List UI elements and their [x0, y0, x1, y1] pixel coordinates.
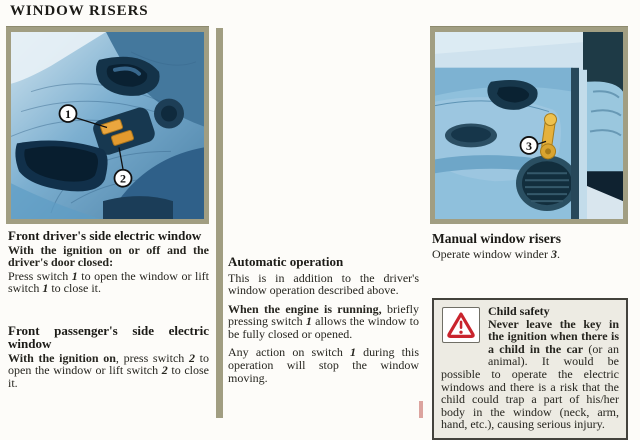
manual-risers-heading: Manual window risers	[432, 231, 562, 246]
front-door-panel-illustration	[11, 32, 204, 219]
text-fragment: .	[556, 246, 560, 261]
callout-1-label: 1	[64, 107, 72, 122]
switch-number: 1	[349, 345, 356, 360]
text-fragment: briefly pressing switch	[228, 301, 419, 329]
right-text-column	[432, 227, 628, 260]
text-fragment: Any action on switch	[228, 345, 350, 360]
warning-triangle-icon	[442, 307, 480, 343]
text-fragment: , press switch	[115, 350, 189, 365]
text-fragment: Press switch	[8, 268, 72, 283]
switch-number: 2	[188, 350, 195, 365]
text-fragment-bold: When the engine is running,	[228, 301, 382, 316]
text-fragment: allows the window to be fully closed or opened.	[228, 314, 419, 341]
passenger-window-heading: Front passenger's side electric window	[8, 322, 209, 352]
text-fragment: to close it.	[48, 281, 102, 296]
child-safety-warning-box	[432, 298, 628, 440]
passenger-window-instructions	[8, 352, 209, 390]
callout-1	[60, 105, 77, 122]
text-fragment: to open the window or lift switch	[8, 268, 210, 296]
page-title: WINDOW RISERS	[10, 3, 149, 19]
driver-window-condition: With the ignition on or off and the driver's door closed:	[8, 242, 209, 270]
column-divider	[216, 28, 223, 418]
electric-window-switches-photo	[6, 26, 209, 224]
text-fragment-bold: Never leave the key in the ignition when there is a child in the car	[488, 316, 619, 356]
switch-number: 2	[161, 363, 168, 378]
winder-number: 3	[550, 246, 557, 261]
middle-text-column	[228, 247, 419, 384]
automatic-operation-p2	[228, 303, 419, 341]
callout-2-label: 2	[119, 171, 127, 186]
callout-3-label: 3	[525, 138, 533, 153]
warning-heading: Child safety	[488, 304, 550, 318]
rear-door-panel-illustration	[435, 32, 623, 219]
automatic-operation-p1: This is in addition to the driver's window operation described above.	[228, 270, 419, 298]
manual-risers-instructions	[432, 248, 628, 261]
automatic-operation-p3	[228, 346, 419, 384]
manual-window-winder-photo	[430, 26, 628, 224]
automatic-operation-heading: Automatic operation	[228, 254, 344, 269]
left-text-column	[8, 227, 209, 390]
text-fragment: to close it.	[8, 363, 209, 391]
switch-number: 1	[305, 314, 312, 329]
page-edge-tab	[419, 401, 423, 418]
text-fragment-bold: With the ignition on	[8, 350, 116, 365]
callout-2	[115, 170, 132, 187]
text-fragment: Operate window winder	[432, 246, 551, 261]
text-fragment: (or an animal). It would be possible to operate the electric windows and there is a risk that the child could trap a part of his/her body in the window (neck, arm, hand, etc.), causing serious injury.	[441, 341, 620, 432]
switch-number: 1	[71, 268, 78, 283]
driver-window-instructions	[8, 270, 209, 295]
text-fragment: during this operation will stop the window moving.	[228, 345, 419, 385]
text-fragment: to open the window or lift switch	[8, 350, 209, 378]
callout-3	[521, 137, 538, 154]
driver-window-heading: Front driver's side electric window	[8, 228, 202, 243]
switch-number: 1	[42, 281, 49, 296]
